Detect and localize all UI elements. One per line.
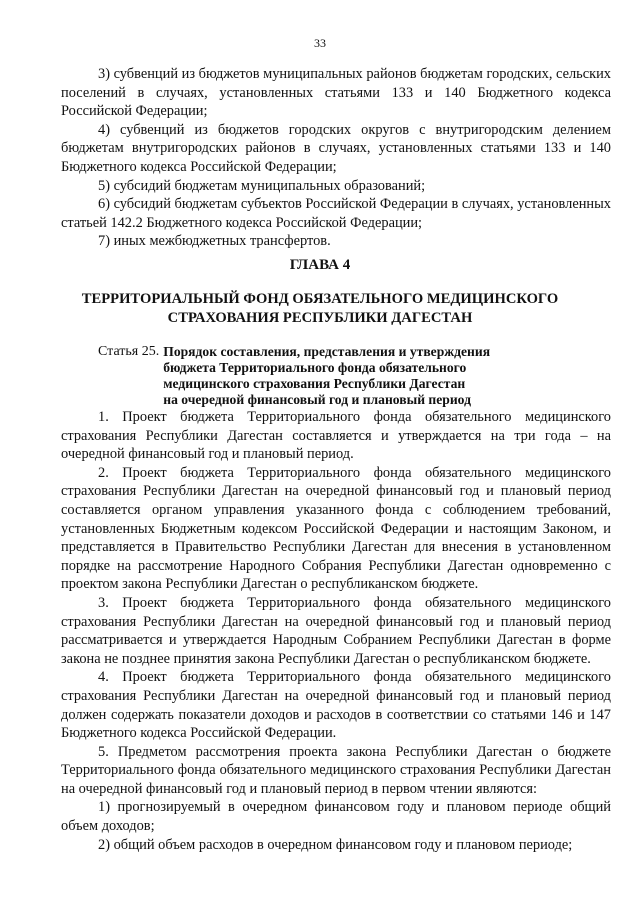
list-item: 7) иных межбюджетных трансфертов. <box>98 233 331 250</box>
paragraph: 5. Предметом рассмотрения проекта закона Республики Дагестан о бюджете Территориального фонда обязательного медицинского страхования Республики Дагестан на очередной финансовый год и плановый период в первом чтении являются: <box>61 743 611 797</box>
article-title <box>163 344 490 408</box>
paragraph: 1. Проект бюджета Территориального фонда обязательного медицинского страхования Республики Дагестан составляется и утверждается на три года – на очередной финансовый год и плановый период. <box>61 409 611 463</box>
article-title-line: на очередной финансовый год и плановый период <box>163 392 471 407</box>
chapter-label: ГЛАВА 4 <box>289 257 351 273</box>
article-heading <box>98 344 598 408</box>
chapter-title-line: ТЕРРИТОРИАЛЬНЫЙ ФОНД ОБЯЗАТЕЛЬНОГО МЕДИЦИНСКОГО <box>81 291 559 307</box>
article-title-line: Порядок составления, представления и утверждения <box>163 344 491 359</box>
list-item: 4) субвенций из бюджетов городских округов с внутригородским делением бюджетам внутригородских районов в случаях, установленных статьями 133 и 140 Бюджетного кодекса Российской Федерации; <box>61 121 611 175</box>
paragraph: 3. Проект бюджета Территориального фонда обязательного медицинского страхования Республики Дагестан на очередной финансовый год и плановый период рассматривается и утверждается Народным Собранием Республики Дагестан в форме закона не позднее принятия закона Республики Дагестан о республиканском бюджете. <box>61 594 611 667</box>
article-body <box>61 408 611 854</box>
chapter-title <box>40 290 600 328</box>
paragraph: 1) прогнозируемый в очередном финансовом году и плановом периоде общий объем доходов; <box>61 799 611 835</box>
top-list <box>61 65 611 251</box>
paragraph: 2) общий объем расходов в очередном финансовом году и плановом периоде; <box>98 836 573 853</box>
article-label: Статья 25. <box>98 344 160 359</box>
paragraph: 4. Проект бюджета Территориального фонда обязательного медицинского страхования Республики Дагестан на очередной финансовый год и плановый период должен содержать показатели доходов и расходов в соответствии со статьями 146 и 147 Бюджетного кодекса Российской Федерации. <box>61 669 611 742</box>
list-item: 5) субсидий бюджетам муниципальных образований; <box>98 177 426 194</box>
article-title-line: медицинского страхования Республики Дагестан <box>163 376 466 391</box>
list-item: 6) субсидий бюджетам субъектов Российской Федерации в случаях, установленных статьей 142.2 Бюджетного кодекса Российской Федерации; <box>61 196 612 231</box>
list-item: 3) субвенций из бюджетов муниципальных районов бюджетам городских, сельских поселений в случаях, установленных статьями 133 и 140 Бюджетного кодекса Российской Федерации; <box>61 66 611 120</box>
chapter-title-line: СТРАХОВАНИЯ РЕСПУБЛИКИ ДАГЕСТАН <box>167 310 473 326</box>
page-number: 33 <box>314 36 326 50</box>
article-title-line: бюджета Территориального фонда обязательного <box>163 360 467 375</box>
paragraph: 2. Проект бюджета Территориального фонда обязательного медицинского страхования Республики Дагестан на очередной финансовый год и плановый период составляется органом управления указанного фонда с соблюдением требований, установленных Бюджетным кодексом Российской Федерации и настоящим Законом, и представляется в Правительство Республики Дагестан для внесения в установленном порядке на рассмотрение Народного Собрания Республики Дагестан одновременно с проектом закона Республики Дагестан о республиканском бюджете. <box>61 464 611 593</box>
